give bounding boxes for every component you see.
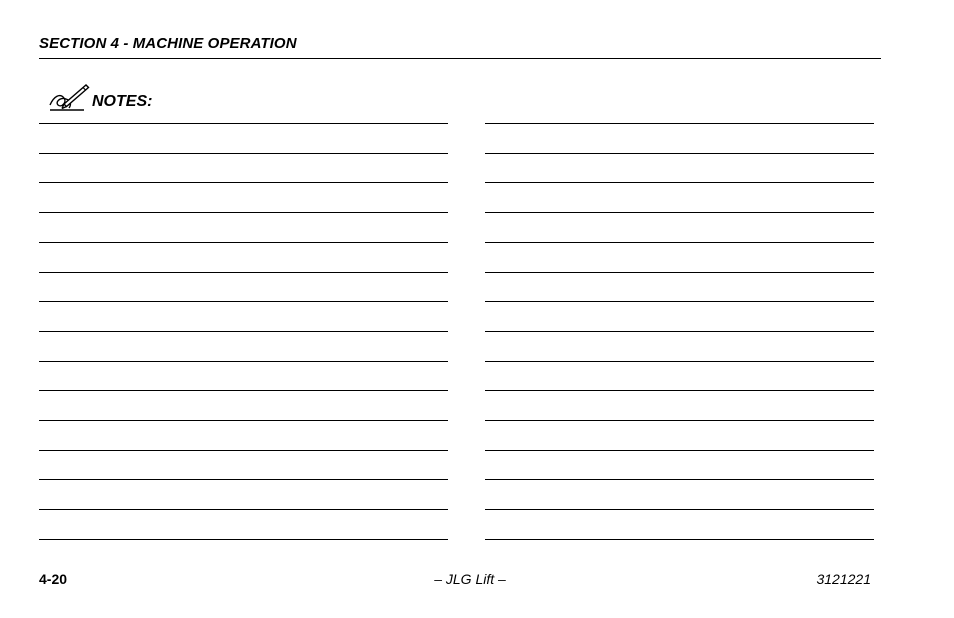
note-line	[39, 539, 448, 540]
note-line	[39, 242, 448, 243]
note-line	[39, 390, 448, 391]
notes-label: NOTES:	[92, 93, 153, 110]
footer-center-text: – JLG Lift –	[434, 571, 506, 587]
note-line	[485, 212, 874, 213]
note-line	[485, 331, 874, 332]
pencil-writing-icon	[44, 84, 90, 114]
note-line	[485, 242, 874, 243]
note-line	[39, 212, 448, 213]
note-line	[485, 420, 874, 421]
note-line	[485, 182, 874, 183]
note-line	[39, 153, 448, 154]
note-line	[485, 301, 874, 302]
header-divider	[39, 58, 881, 59]
note-line	[39, 123, 448, 124]
note-line	[39, 331, 448, 332]
note-line	[485, 539, 874, 540]
note-line	[39, 361, 448, 362]
note-line	[485, 479, 874, 480]
note-line	[39, 301, 448, 302]
note-line	[485, 361, 874, 362]
note-line	[485, 272, 874, 273]
note-line	[485, 509, 874, 510]
note-line	[485, 390, 874, 391]
section-title: SECTION 4 - MACHINE OPERATION	[39, 35, 297, 52]
note-line	[485, 153, 874, 154]
document-number: 3121221	[816, 571, 871, 587]
note-line	[39, 272, 448, 273]
note-line	[485, 450, 874, 451]
note-line	[39, 450, 448, 451]
note-line	[39, 479, 448, 480]
note-line	[39, 182, 448, 183]
note-line	[39, 420, 448, 421]
page-number: 4-20	[39, 571, 68, 587]
note-line	[39, 509, 448, 510]
note-line	[485, 123, 874, 124]
